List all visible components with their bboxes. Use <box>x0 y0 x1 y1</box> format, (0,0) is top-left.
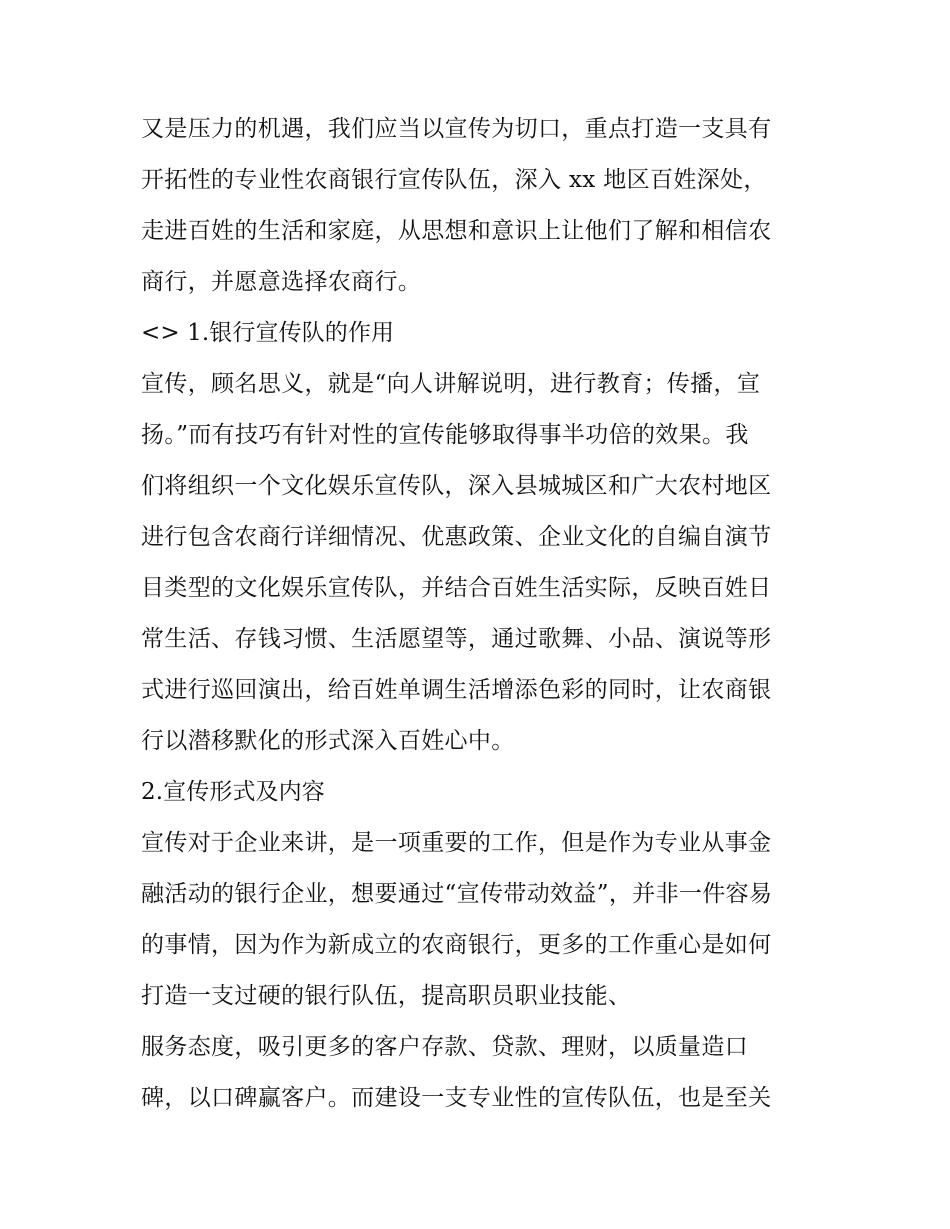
text-line: 宣传，顾名思义，就是“向人讲解说明，进行教育；传播，宣 <box>141 371 761 397</box>
section-heading: 2.宣传形式及内容 <box>141 779 325 805</box>
text-line: 走进百姓的生活和家庭，从思想和意识上让他们了解和相信农 <box>141 218 772 244</box>
text-line: 扬。”而有技巧有针对性的宣传能够取得事半功倍的效果。我 <box>141 422 749 448</box>
text-line: 融活动的银行企业，想要通过“宣传带动效益”，并非一件容易 <box>141 881 773 907</box>
text-line: 行以潜移默化的形式深入百姓心中。 <box>141 728 515 754</box>
text-line: 碑，以口碑赢客户。而建设一支专业性的宣传队伍，也是至关 <box>141 1085 772 1111</box>
text-line: 宣传对于企业来讲，是一项重要的工作，但是作为专业从事金 <box>141 830 772 856</box>
text-line: 服务态度，吸引更多的客户存款、贷款、理财，以质量造口 <box>141 1034 749 1060</box>
text-line: 式进行巡回演出，给百姓单调生活增添色彩的同时，让农商银 <box>141 677 772 703</box>
text-line: 常生活、存钱习惯、生活愿望等，通过歌舞、小品、演说等形 <box>141 626 772 652</box>
section-heading: <> 1.银行宣传队的作用 <box>141 320 395 346</box>
text-line: 进行包含农商行详细情况、优惠政策、企业文化的自编自演节 <box>141 524 772 550</box>
text-line: 们将组织一个文化娱乐宣传队，深入县城城区和广大农村地区 <box>141 473 772 499</box>
text-line: 又是压力的机遇，我们应当以宣传为切口，重点打造一支具有 <box>141 116 772 142</box>
document-body <box>141 104 821 1124</box>
text-line: 目类型的文化娱乐宣传队，并结合百姓生活实际，反映百姓日 <box>141 575 772 601</box>
text-line: 商行，并愿意选择农商行。 <box>141 269 422 295</box>
text-line: 打造一支过硬的银行队伍，提高职员职业技能、 <box>141 983 632 1009</box>
text-line: 的事情，因为作为新成立的农商银行，更多的工作重心是如何 <box>141 932 772 958</box>
text-line: 开拓性的专业性农商银行宣传队伍，深入 xx 地区百姓深处， <box>141 167 767 193</box>
